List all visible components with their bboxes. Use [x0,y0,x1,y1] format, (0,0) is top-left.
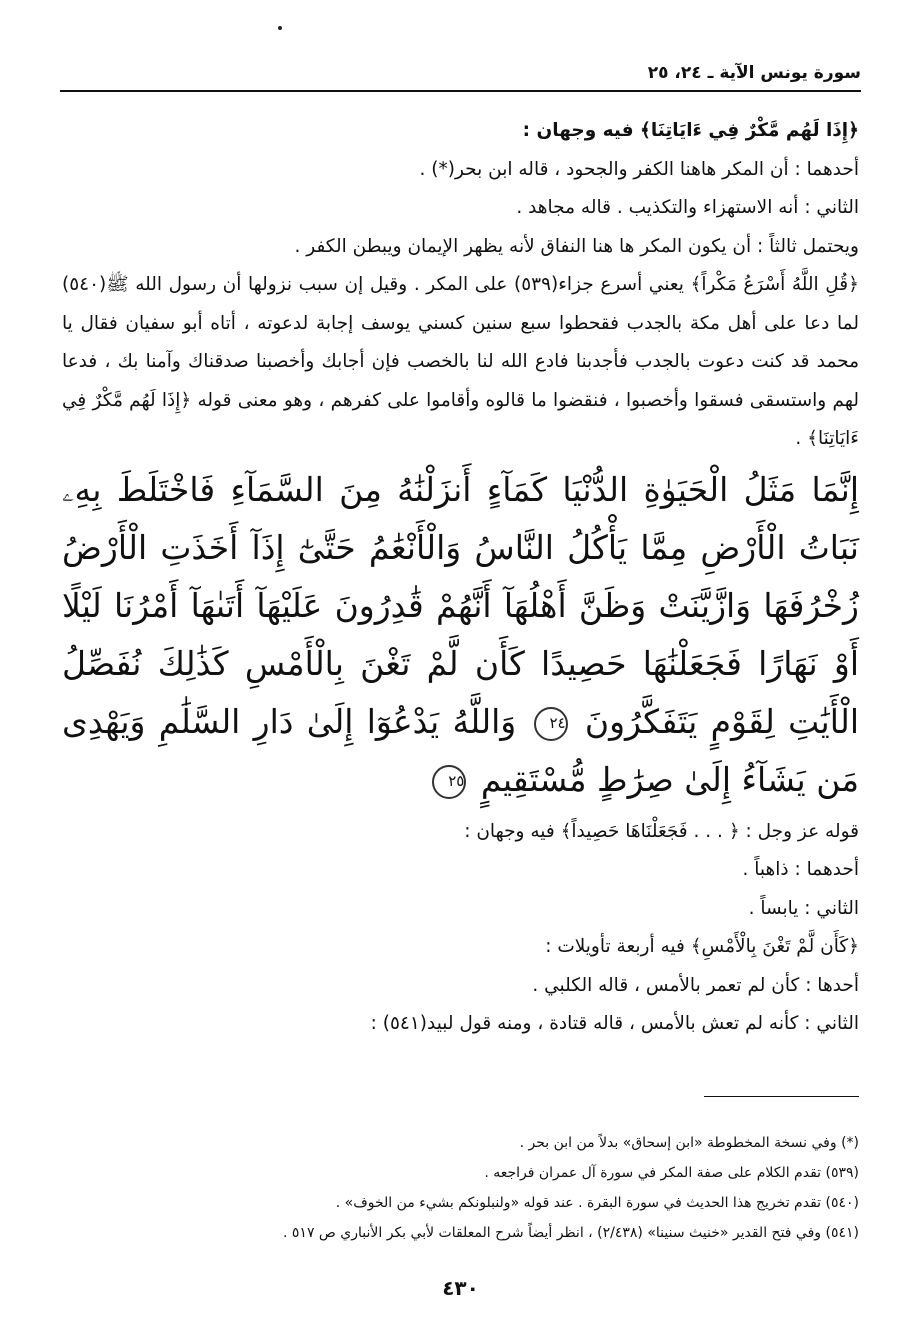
ink-dot [278,26,282,30]
running-title: سورة يونس الآية ـ ٢٤، ٢٥ [647,63,861,83]
commentary-paragraph: ﴿قُلِ اللَّهُ أَسْرَعُ مَكْراً﴾ يعني أسرع جزاء(٥٣٩) على المكر . وقيل إن سبب نزولها أن رسول الله ﷺ(٥٤٠) لما دعا على أهل مكة بالجدب فقحطوا سبع سنين كسني يوسف إجابة لدعوته ، أتاه أبو سفيان فقال يا محمد قد كنت دعوت بالجدب فأجدبنا فادع الله لنا بالخصب فإن أجابك وأخصبنا صدقناك وآمنا بك ، فدعا لهم واستسقى فسقوا وأخصبوا ، فنقضوا ما قالوه وأقاموا على كفرهم ، وهو معنى قوله ﴿إِذَا لَهُم مَّكْرٌ فِي ءَايَاتِنَا﴾ . [62,274,859,449]
commentary-paragraph: أحدهما : أن المكر هاهنا الكفر والجحود ، قاله ابن بحر(*) . [419,158,859,180]
footnote-item: (٥٤٠) تقدم تخريج هذا الحديث في سورة البقرة . عند قوله «ولنبلونكم بشيء من الخوف» . [335,1195,859,1211]
commentary-paragraph: قوله عز وجل : ﴿ . . . فَجَعَلْنَاهَا حَصِيداً﴾ فيه وجهان : [464,820,859,842]
commentary-paragraph: الثاني : يابساً . [748,897,859,919]
verse-24-end-marker: ٢٤ [534,707,568,741]
footnote-item: (*) وفي نسخة المخطوطة «ابن إسحاق» بدلاً من ابن بحر . [519,1135,859,1151]
footnote-divider [704,1096,859,1097]
commentary-paragraph: ﴿كَأَن لَّمْ تَغْنَ بِالْأَمْسِ﴾ فيه أربعة تأويلات : [545,936,859,957]
quran-verse-block [62,461,859,809]
verse-24-text: إِنَّمَا مَثَلُ الْحَيَوٰةِ الدُّنْيَا كَمَآءٍ أَنزَلْنَٰهُ مِنَ السَّمَآءِ فَاخْتَلَطَ بِهِۦ نَبَاتُ الْأَرْضِ مِمَّا يَأْكُلُ النَّاسُ وَالْأَنْعَٰمُ حَتَّىٰٓ إِذَآ أَخَذَتِ الْأَرْضُ زُخْرُفَهَا وَازَّيَّنَتْ وَظَنَّ أَهْلُهَآ أَنَّهُمْ قَٰدِرُونَ عَلَيْهَآ أَتَىٰهَآ أَمْرُنَا لَيْلًا أَوْ نَهَارًا فَجَعَلْنَٰهَا حَصِيدًا كَأَن لَّمْ تَغْنَ بِالْأَمْسِ كَذَٰلِكَ نُفَصِّلُ الْأَيَٰتِ لِقَوْمٍ يَتَفَكَّرُونَ [62,469,860,741]
commentary-paragraph: الثاني : كأنه لم تعش بالأمس ، قاله قتادة ، ومنه قول لبيد(٥٤١) : [370,1013,859,1034]
verse-25-text: وَاللَّهُ يَدْعُوٓا إِلَىٰ دَارِ السَّلَٰمِ وَيَهْدِى مَن يَشَآءُ إِلَىٰ صِرَٰطٍ مُّسْتَقِيمٍ [62,701,859,799]
footnotes [62,1128,859,1248]
commentary-body [62,112,859,1044]
commentary-paragraph: ﴿إِذَا لَهُم مَّكْرٌ فِي ءَايَاتِنَا﴾ فيه وجهان : [522,120,859,141]
page-number: ٤٣٠ [442,1276,479,1300]
verse-25-end-marker: ٢٥ [432,765,466,799]
commentary-paragraph: الثاني : أنه الاستهزاء والتكذيب . قاله مجاهد . [516,197,859,218]
footnote-item: (٥٤١) وفي فتح القدير «خنيث سنينا» (٢/٤٣٨) ، انظر أيضاً شرح المعلقات لأبي بكر الأنباري ص ٥١٧ . [283,1225,859,1241]
commentary-paragraph: ويحتمل ثالثاً : أن يكون المكر ها هنا النفاق لأنه يظهر الإيمان ويبطن الكفر . [294,235,859,257]
commentary-paragraph: أحدهما : ذاهباً . [742,859,859,880]
footnote-item: (٥٣٩) تقدم الكلام على صفة المكر في سورة آل عمران فراجعه . [484,1165,859,1181]
running-header [60,60,861,92]
commentary-paragraph: أحدها : كأن لم تعمر بالأمس ، قاله الكلبي . [532,974,859,996]
